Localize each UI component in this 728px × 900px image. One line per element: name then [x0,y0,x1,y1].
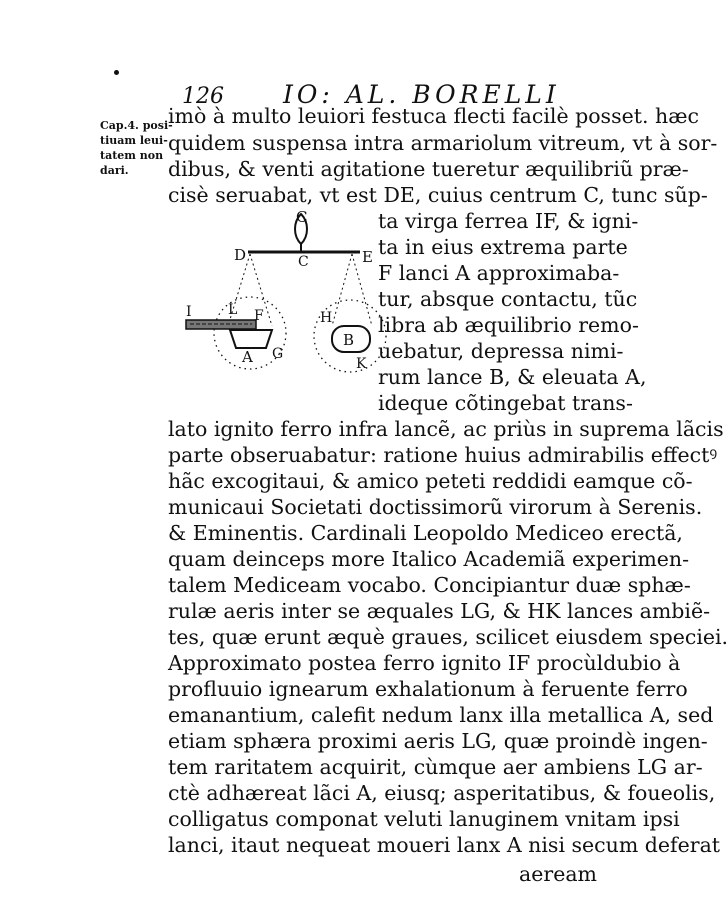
text-line: lanci, itaut nequeat moueri lanx A nisi secum deferat [168,833,721,857]
figure-label: C [298,254,309,270]
text-line: lato ignito ferro infra lancẽ, ac priùs in suprema lãcis [168,417,724,441]
text-line: quidem suspensa intra armariolum vitreum, vt à sor- [168,131,718,155]
text-line: ta virga ferrea IF, & igni- [378,209,639,233]
text-line: F lanci A approximaba- [378,261,620,285]
printer-mark [114,70,119,75]
figure-label: D [234,246,247,264]
running-head: IO: AL. BORELLI [283,80,560,109]
margin-note-line: dari. [100,164,129,177]
figure-label: B [343,331,355,349]
text-line: dibus, & venti agitatione tueretur æquilibriũ præ- [168,157,689,181]
text-line: & Eminentis. Cardinali Leopoldo Mediceo erectã, [168,521,683,545]
text-line: rulæ aeris inter se æquales LG, & HK lances ambiẽ- [168,599,711,623]
figure-label: F [254,308,264,324]
catchword: aeream [519,862,597,886]
text-line: Approximato postea ferro ignito IF procùldubio à [168,651,681,675]
right-cord [332,254,352,326]
text-line: emanantium, calefit nedum lanx illa metallica A, sed [168,703,714,727]
text-line: tem raritatem acquirit, cùmque aer ambiens LG ar- [168,755,703,779]
figure-label: K [356,356,367,372]
text-line: imò à multo leuiori festuca flecti facilè posset. hæc [168,104,699,128]
text-line: colligatus componat veluti lanuginem vnitam ipsi [168,807,680,831]
figure-label: C [296,208,308,226]
text-line: tur, absque contactu, tũc [378,287,638,311]
margin-note-line: tiuam leui- [100,134,168,147]
text-line: etiam sphæra proximi aeris LG, quæ proindè ingen- [168,729,708,753]
text-line: tes, quæ erunt æquè graues, scilicet eiusdem speciei. [168,625,728,649]
figure-label: A [242,348,253,366]
text-line: municaui Societati doctissimorũ virorum à Serenis. [168,495,703,519]
text-line: hãc excogitaui, & amico peteti reddidi eamque cõ- [168,469,693,493]
margin-note-line: Cap.4. posi- [100,119,173,132]
text-line: rum lance B, & eleuata A, [378,365,647,389]
text-line: uebatur, depressa nimi- [378,339,624,363]
margin-note-line: tatem non [100,149,164,162]
text-line: profluuio ignearum exhalationum à feruente ferro [168,677,688,701]
text-line: ideque cõtingebat trans- [378,391,633,415]
figure-label: H [320,310,333,326]
figure-label: I [186,304,192,320]
text-line: cisè seruabat, vt est DE, cuius centrum C, tunc sũp- [168,183,708,207]
text-line: ta in eius extrema parte [378,235,628,259]
figure-label: E [362,248,373,266]
figure-label: L [228,302,238,318]
figure-label: G [272,346,284,362]
page-number: 126 [182,84,224,109]
pan-a [230,330,272,348]
text-line: parte obseruabatur: ratione huius admirabilis effectꝰ [168,443,718,467]
text-line: quam deinceps more Italico Academiã experimen- [168,547,690,571]
text-line: ctè adhæreat lãci A, eiusq; asperitatibus, & foueolis, [168,781,716,805]
text-line: libra ab æquilibrio remo- [378,313,639,337]
balance-diagram [180,208,385,388]
text-line: talem Mediceam vocabo. Concipiantur duæ sphæ- [168,573,691,597]
